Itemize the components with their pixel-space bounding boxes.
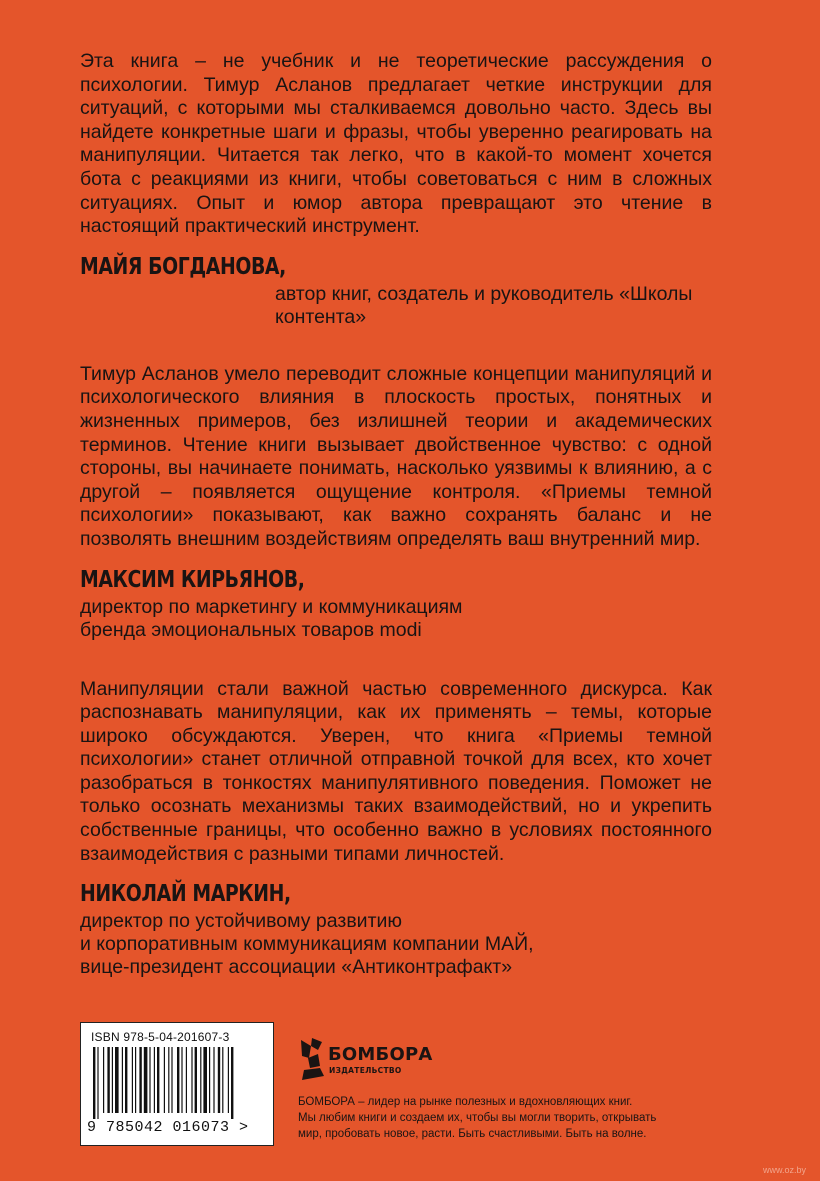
review-quote-1: Эта книга – не учебник и не теоретические рассуждения о психологии. Тимур Асланов предлагает четкие инструкции для ситуаций, с которыми мы сталкиваемся довольно часто. Здесь вы найдете конкретные шаги и фразы, чтобы уверенно реагировать на манипуляции. Читается так легко, что в какой-то момент хочется бота с реакциями из книги, чтобы советоваться с ним в сложных ситуациях. Опыт и юмор автора превращают это чтение в настоящий практический инструмент. [80,50,712,238]
publisher-description [298,1094,678,1142]
review-author-role-2-line-2: бренда эмоциональных товаров modi [80,618,422,641]
back-cover-footer [80,1022,740,1152]
review-author-role-3-line-1: директор по устойчивому развитию [80,910,403,933]
review-author-role-1: автор книг, создатель и руководитель «Школы контента» [275,282,693,328]
publisher-logo [298,1032,458,1092]
publisher-logo-icon [298,1036,328,1084]
review-author-2: МАКСИМ КИРЬЯНОВ, [80,566,305,593]
publisher-line-3: мир, пробовать новое, расти. Быть счастливыми. Быть на волне. [298,1128,647,1140]
isbn-label: ISBN 978-5-04-201607-3 [91,1030,230,1044]
review-author-3: НИКОЛАЙ МАРКИН, [80,881,291,908]
barcode-bars [91,1047,263,1119]
review-author-role-2-line-1: директор по маркетингу и коммуникациям [80,595,463,618]
review-quote-3: Манипуляции стали важной частью современного дискурса. Как распознавать манипуляции, как их применять – темы, которые широко обсуждаются. Уверен, что книга «Приемы темной психологии» станет отличной отправной точкой для всех, кто хочет разобраться в тонкостях манипулятивного поведения. Поможет не только осознать механизмы таких взаимодействий, но и укрепить собственные границы, что особенно важно в условиях постоянного взаимодействия с разными типами личностей. [80,677,712,865]
review-author-role-3-line-2: и корпоративным коммуникациям компании МАЙ, [80,933,534,956]
publisher-line-1: БОМБОРА – лидер на рынке полезных и вдохновляющих книг. [298,1096,633,1108]
watermark: www.oz.by [762,1165,806,1175]
review-author-1: МАЙЯ БОГДАНОВА, [80,253,286,280]
barcode-digits: 9 785042 016073 > [87,1119,249,1136]
reviews-column [80,50,712,979]
publisher-line-2: Мы любим книги и создаем их, чтобы вы могли творить, открывать [298,1112,657,1124]
barcode [80,1022,274,1146]
review-author-role-3-line-3: вице-президент ассоциации «Антиконтрафакт» [80,956,513,979]
review-quote-2: Тимур Асланов умело переводит сложные концепции манипуляций и психологического влияния в плоскость простых, понятных и жизненных примеров, без излишней теории и академических терминов. Чтение книги вызывает двойственное чувство: с одной стороны, вы начинаете понимать, насколько уязвимы к влиянию, а с другой – появляется ощущение контроля. «Приемы темной психологии» показывают, как важно сохранять баланс и не позволять внешним воздействиям определять ваш внутренний мир. [80,362,712,550]
publisher-logo-sub: ИЗДАТЕЛЬСТВО [329,1066,402,1075]
publisher-logo-word: БОМБОРА [328,1044,433,1065]
